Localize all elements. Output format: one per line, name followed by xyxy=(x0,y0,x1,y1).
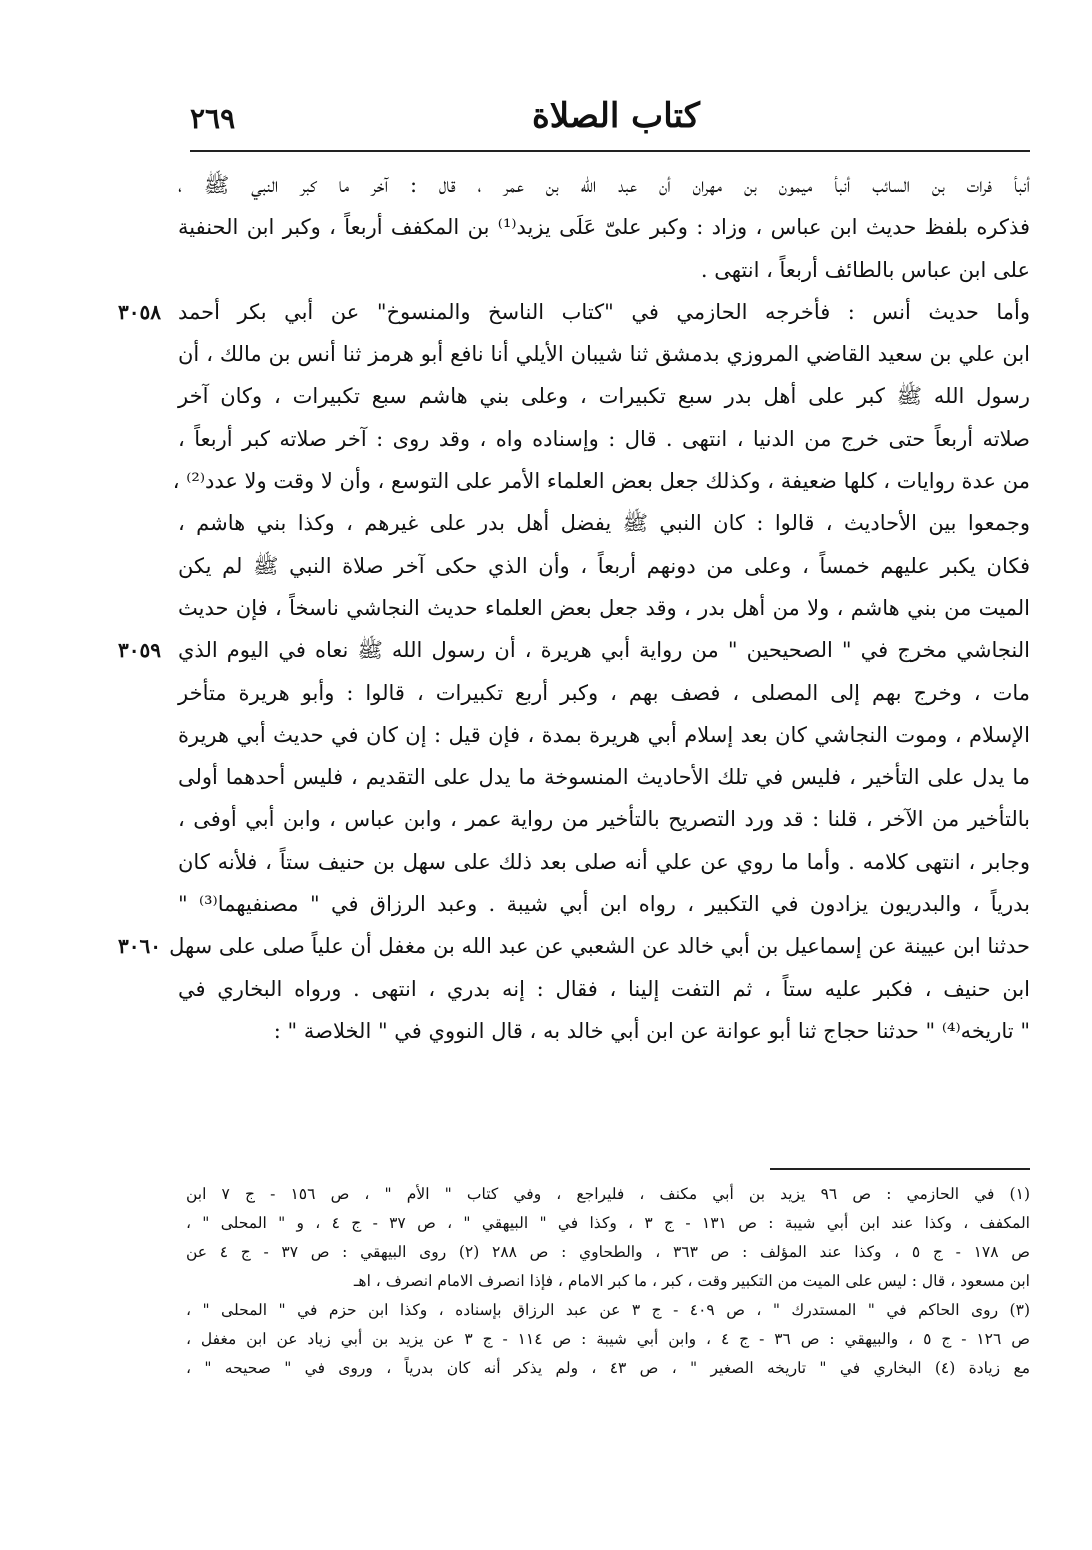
main-text xyxy=(169,164,1030,1052)
text-line: وأما حديث أنس : فأخرجه الحازمي في "كتاب الناسخ والمنسوخ" عن أبي بكر أحمد xyxy=(178,299,1030,324)
hadith-number: ٣٠٥٩ xyxy=(118,638,161,663)
text-line: وجابر ، انتهى كلامه . وأما ما روي عن علي أنه صلى بعد ذلك على سهل بن حنيف ستاً ، فلأنه كان xyxy=(178,849,1030,874)
footnote-line: المكفف ، وكذا عند ابن أبي شيبة : ص ١٣١ - ج ٣ ، وكذا في " البيهقي " ، ص ٣٧ - ج ٤ ، و " المحلى " ، xyxy=(186,1214,1030,1232)
text-line: حدثنا ابن عيينة عن إسماعيل بن أبي خالد عن الشعبي عن عبد الله بن مغفل أن علياً صلى على سهل xyxy=(169,934,1030,959)
footnote-line: ص ١٧٨ - ج ٥ ، وكذا عند المؤلف : ص ٣٦٣ ، والطحاوي : ص ٢٨٨ (٢) روى البيهقي : ص ٣٧ - ج ٤ عن xyxy=(186,1243,1030,1261)
text-line: صلاته أربعاً حتى خرج من الدنيا ، انتهى . قال : وإسناده واه ، وقد روى : آخر صلاته كبر أربعاً ، xyxy=(178,426,1030,451)
text-line: على ابن عباس بالطائف أربعاً ، انتهى . xyxy=(700,257,1030,282)
footnote-rule xyxy=(770,1168,1030,1170)
footnote-line: (٣) روى الحاكم في " المستدرك " ، ص ٤٠٩ - ج ٣ عن عبد الرزاق بإسناده ، وكذا ابن حزم في " المحلى " ، xyxy=(186,1301,1030,1319)
footnote-line: ص ١٢٦ - ج ٥ ، والبيهقي : ص ٣٦ - ج ٤ ، وابن أبي شيبة : ص ١١٤ - ج ٣ عن يزيد بن أبي زياد عن ابن مغفل ، xyxy=(186,1330,1030,1348)
text-line: ما يدل على التأخير ، فليس في تلك الأحاديث المنسوخة ما يدل على التقديم ، فليس أحدهما أولى xyxy=(178,765,1030,790)
running-header xyxy=(190,96,1030,146)
text-line: ابن علي بن سعيد القاضي المروزي بدمشق ثنا شيبان الأيلي أنا نافع أبو هرمز ثنا أنس بن مالك ، أن xyxy=(178,342,1030,367)
footnote-line: (١) في الحازمي : ص ٩٦ يزيد بن أبي مكنف ، فليراجع ، وفي كتاب " الأم " ، ص ١٥٦ - ج ٧ ابن xyxy=(186,1185,1030,1203)
text-line: وجمعوا بين الأحاديث ، قالوا : كان النبي ﷺ يفضل أهل بدر على غيرهم ، وكذا بني هاشم ، xyxy=(178,511,1030,536)
text-line: النجاشي مخرج في " الصحيحين " من رواية أبي هريرة ، أن رسول الله ﷺ نعاه في اليوم الذي xyxy=(178,638,1030,663)
footnote-line: ابن مسعود ، قال : ليس على الميت من التكبير وقت ، كبر ، ما كبر الامام ، فإذا انصرف الامام انصرف ، اهـ xyxy=(353,1272,1030,1290)
hadith-number: ٣٠٥٨ xyxy=(118,299,161,324)
text-line: بالتأخير من الآخر ، قلنا : قد ورد التصريح بالتأخير من رواية عمر ، وابن عباس ، وابن أبي أوفى ، xyxy=(178,807,1030,832)
chapter-title: كتاب الصلاة xyxy=(531,96,700,136)
hadith-number: ٣٠٦٠ xyxy=(118,934,161,959)
text-line: الميت من بني هاشم ، ولا من أهل بدر ، وقد جعل بعض العلماء حديث النجاشي ناسخاً ، فإن حديث xyxy=(178,595,1030,620)
text-line: ابن حنيف ، فكبر عليه ستاً ، ثم التفت إلينا ، فقال : إنه بدري ، انتهى . ورواه البخاري في xyxy=(178,976,1030,1001)
page-number: ٢٦٩ xyxy=(190,102,236,135)
text-line: أنبأ فرات بن السائب أنبأ ميمون بن مهران أن عبد الله بن عمر ، قال : آخر ما كبر النبي ﷺ ، xyxy=(178,173,1030,197)
text-line: بدرياً ، والبدريون يزادون في التكبير ، رواه ابن أبي شيبة . وعبد الرزاق في " مصنفيهما⁽³⁾ " xyxy=(178,892,1030,917)
text-line: مات ، وخرج بهم إلى المصلى ، فصف بهم ، وكبر أربع تكبيرات ، قالوا : وأبو هريرة متأخر xyxy=(178,680,1030,705)
text-line: " تاريخه⁽⁴⁾ " حدثنا حجاج ثنا أبو عوانة عن ابن أبي خالد به ، قال النووي في " الخلاصة " : xyxy=(273,1018,1030,1043)
text-line: فذكره بلفظ حديث ابن عباس ، وزاد : وكبر علىّ عَلَى يزيد⁽¹⁾ بن المكفف أربعاً ، وكبر ابن الحنفية xyxy=(178,215,1030,240)
text-line: من عدة روايات ، كلها ضعيفة ، وكذلك جعل بعض العلماء الأمر على التوسع ، وأن لا وقت ولا عدد⁽²⁾ ، xyxy=(172,469,1030,494)
text-line: الإسلام ، وموت النجاشي كان بعد إسلام أبي هريرة بمدة ، فإن قيل : إن كان في حديث أبي هريرة xyxy=(178,722,1030,747)
text-line: رسول الله ﷺ كبر على أهل بدر سبع تكبيرات ، وعلى بني هاشم سبع تكبيرات ، وكان آخر xyxy=(178,384,1030,409)
header-rule xyxy=(190,150,1030,152)
footnote-line: مع زيادة (٤) البخاري في " تاريخه الصغير " ، ص ٤٣ ، ولم يذكر أنه كان بدرياً ، وروى في " صحيحه " ، xyxy=(186,1359,1031,1377)
text-line: فكان يكبر عليهم خمساً ، وعلى من دونهم أربعاً ، وأن الذي حكى آخر صلاة النبي ﷺ لم يكن xyxy=(178,553,1030,578)
footnotes xyxy=(186,1180,1030,1383)
